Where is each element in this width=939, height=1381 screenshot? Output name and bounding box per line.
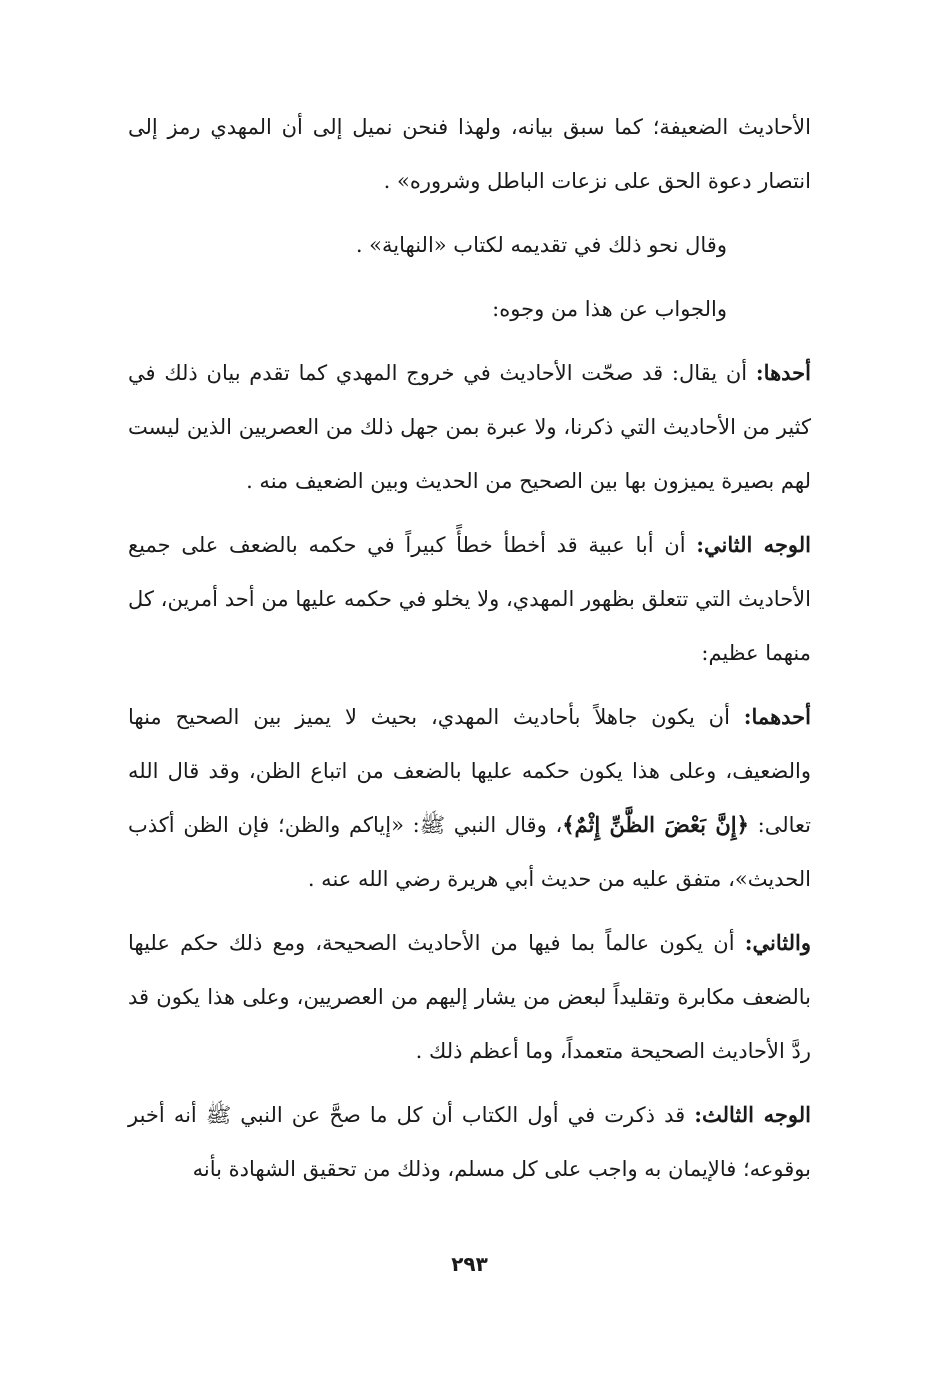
paragraph-text: أن يقال: قد صحّت الأحاديث في خروج المهدي كما تقدم بيان ذلك في كثير من الأحاديث التي ذكرنا، ولا عبرة بمن جهل ذلك من العصريين الذين ليست لهم بصيرة يميزون بها بين الصحيح من الحديث وبين الضعيف منه . bbox=[128, 361, 811, 493]
paragraph-2 bbox=[128, 218, 811, 272]
paragraph-lead: والثاني: bbox=[744, 930, 811, 955]
paragraph-text: وقال نحو ذلك في تقديمه لكتاب «النهاية» . bbox=[355, 233, 727, 257]
paragraph-1 bbox=[128, 100, 811, 208]
quran-verse: ﴿إِنَّ بَعْضَ الظَّنِّ إِثْمٌ﴾ bbox=[562, 812, 749, 837]
paragraph-text: الأحاديث الضعيفة؛ كما سبق بيانه، ولهذا فنحن نميل إلى أن المهدي رمز إلى انتصار دعوة الحق على نزعات الباطل وشروره» . bbox=[128, 115, 811, 193]
paragraph-8 bbox=[128, 1088, 811, 1196]
paragraph-5 bbox=[128, 518, 811, 680]
paragraph-3 bbox=[128, 282, 811, 336]
paragraph-lead: الوجه الثالث: bbox=[694, 1102, 811, 1127]
paragraph-lead: أحدها: bbox=[755, 360, 811, 385]
paragraph-text: قد ذكرت في أول الكتاب أن كل ما صحَّ عن النبي ﷺ أنه أخبر بوقوعه؛ فالإيمان به واجب على كل مسلم، وذلك من تحقيق الشهادة بأنه bbox=[128, 1103, 811, 1181]
paragraph-text: والجواب عن هذا من وجوه: bbox=[492, 297, 727, 321]
paragraph-text: أن يكون جاهلاً بأحاديث المهدي، بحيث لا يميز بين الصحيح منها والضعيف، وعلى هذا يكون حكمه عليها بالضعف من اتباع الظن، وقد قال الله تعالى: bbox=[128, 705, 811, 837]
paragraph-lead: الوجه الثاني: bbox=[696, 532, 812, 557]
paragraph-text: أن أبا عبية قد أخطأ خطأً كبيراً في حكمه بالضعف على جميع الأحاديث التي تتعلق بظهور المهدي، ولا يخلو في حكمه عليها من أحد أمرين، كل منهما عظيم: bbox=[128, 533, 811, 665]
paragraph-7 bbox=[128, 916, 811, 1078]
paragraph-text: أن يكون عالماً بما فيها من الأحاديث الصحيحة، ومع ذلك حكم عليها بالضعف مكابرة وتقليداً لبعض من يشار إليهم من العصريين، وعلى هذا يكون قد ردَّ الأحاديث الصحيحة متعمداً، وما أعظم ذلك . bbox=[128, 931, 811, 1063]
paragraph-text: ، وقال النبي ﷺ: «إياكم والظن؛ فإن الظن أكذب الحديث»، متفق عليه من حديث أبي هريرة رضي الله عنه . bbox=[128, 813, 811, 891]
paragraph-lead: أحدهما: bbox=[743, 704, 811, 729]
paragraph-6 bbox=[128, 690, 811, 906]
page-body bbox=[128, 100, 811, 1206]
page-number: ٢٩٣ bbox=[451, 1252, 488, 1276]
paragraph-4 bbox=[128, 346, 811, 508]
